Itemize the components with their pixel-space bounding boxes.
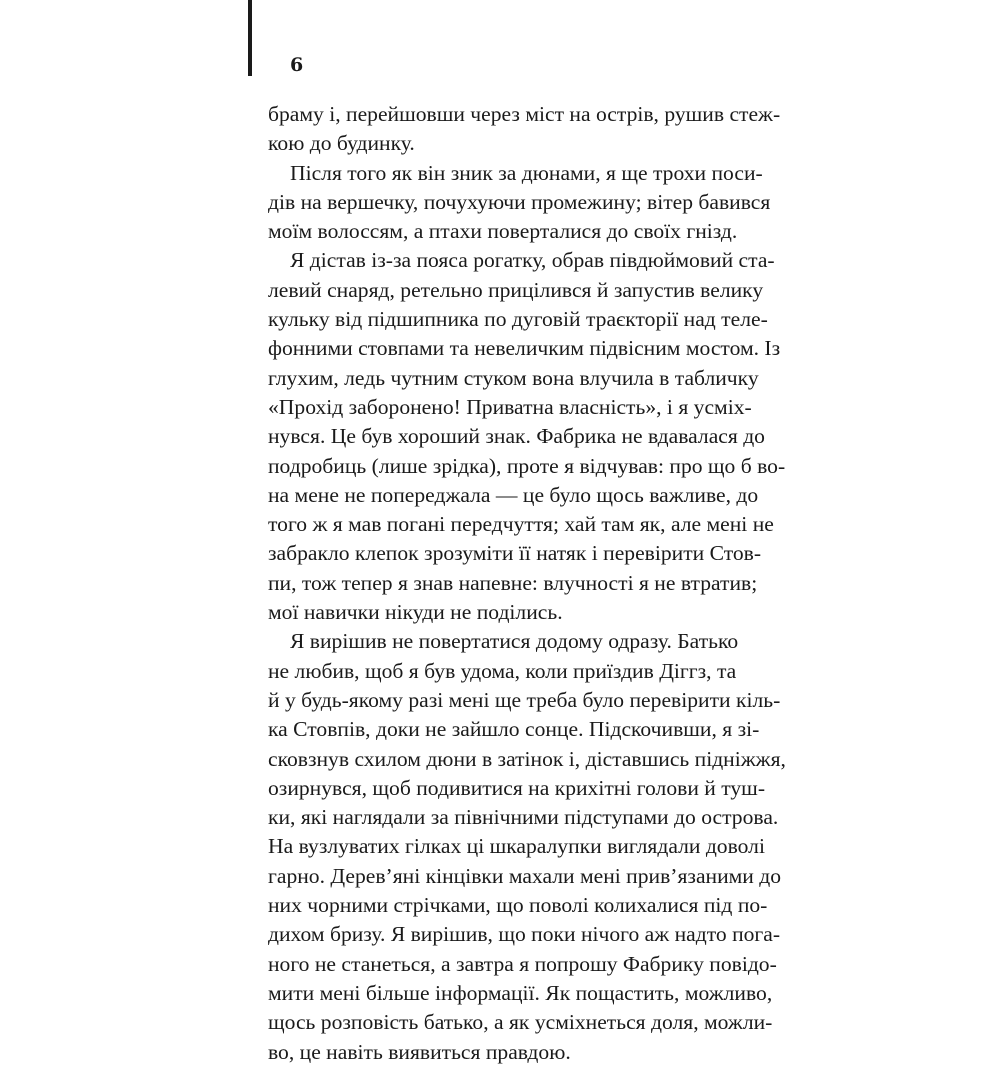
text-line: гарно. Дерев’яні кінцівки махали мені прив’язаними до [268, 863, 782, 888]
text-line: глухим, ледь чутним стуком вона влучила в табличку [268, 365, 759, 390]
text-line: пи, тож тепер я знав напевне: влучності я не втратив; [268, 570, 758, 595]
text-line: них чорними стрічками, що поволі колихалися під по- [268, 893, 768, 918]
page-number: 6 [290, 54, 304, 76]
text-line: фонними стовпами та невеличким підвісним мостом. Із [268, 336, 781, 361]
text-line: того ж я мав погані передчуття; хай там як, але мені не [268, 512, 774, 537]
text-line: сковзнув схилом дюни в затінок і, діставшись підніжжя, [268, 746, 786, 771]
text-line: подробиць (лише зрідка), проте я відчував: про що б во- [268, 453, 786, 478]
page-edge-mark [248, 0, 252, 76]
text-line: Після того як він зник за дюнами, я ще трохи поси- [290, 160, 763, 185]
body-text [268, 100, 786, 1067]
text-line: щось розповість батько, а як усміхнеться доля, можли- [268, 1010, 773, 1035]
text-line: браму і, перейшовши через міст на острів, рушив стеж- [268, 102, 781, 126]
text-line: «Прохід заборонено! Приватна власність», і я усміх- [268, 394, 752, 419]
text-line: забракло клепок зрозуміти її натяк і перевірити Стов- [268, 541, 762, 566]
text-line: моїм волоссям, а птахи поверталися до своїх гнізд. [268, 219, 738, 244]
text-line: мої навички нікуди не поділись. [268, 600, 563, 625]
text-line: нувся. Це був хороший знак. Фабрика не вдавалася до [268, 424, 765, 449]
text-line: во, це навіть виявиться правдою. [268, 1039, 571, 1064]
text-line: дів на вершечку, почухуючи промежину; вітер бавився [268, 189, 771, 214]
text-line: ного не станеться, а завтра я попрошу Фабрику повідо- [268, 951, 777, 976]
text-line: левий снаряд, ретельно прицілився й запустив велику [268, 277, 764, 302]
text-line: кою до будинку. [268, 131, 415, 156]
text-line: На вузлуватих гілках ці шкаралупки виглядали доволі [268, 834, 765, 859]
text-line: дихом бризу. Я вирішив, що поки нічого аж надто пога- [268, 922, 781, 947]
text-line: не любив, щоб я був удома, коли приїздив Діггз, та [268, 658, 737, 683]
text-line: Я дістав із-за пояса рогатку, обрав півдюймовий ста- [290, 248, 775, 273]
text-line: ки, які наглядали за північними підступами до острова. [268, 805, 779, 830]
text-line: Я вирішив не повертатися додому одразу. Батько [290, 629, 739, 654]
text-line: на мене не попереджала — це було щось важливе, до [268, 482, 759, 507]
text-line: й у будь-якому разі мені ще треба було перевірити кіль- [268, 687, 781, 712]
text-line: ка Стовпів, доки не зайшло сонце. Підскочивши, я зі- [268, 717, 760, 742]
text-line: мити мені більше інформації. Як пощастить, можливо, [268, 980, 773, 1005]
text-line: озирнувся, щоб подивитися на крихітні голови й туш- [268, 775, 766, 800]
text-line: кульку від підшипника по дуговій траєкторії над теле- [268, 307, 768, 332]
